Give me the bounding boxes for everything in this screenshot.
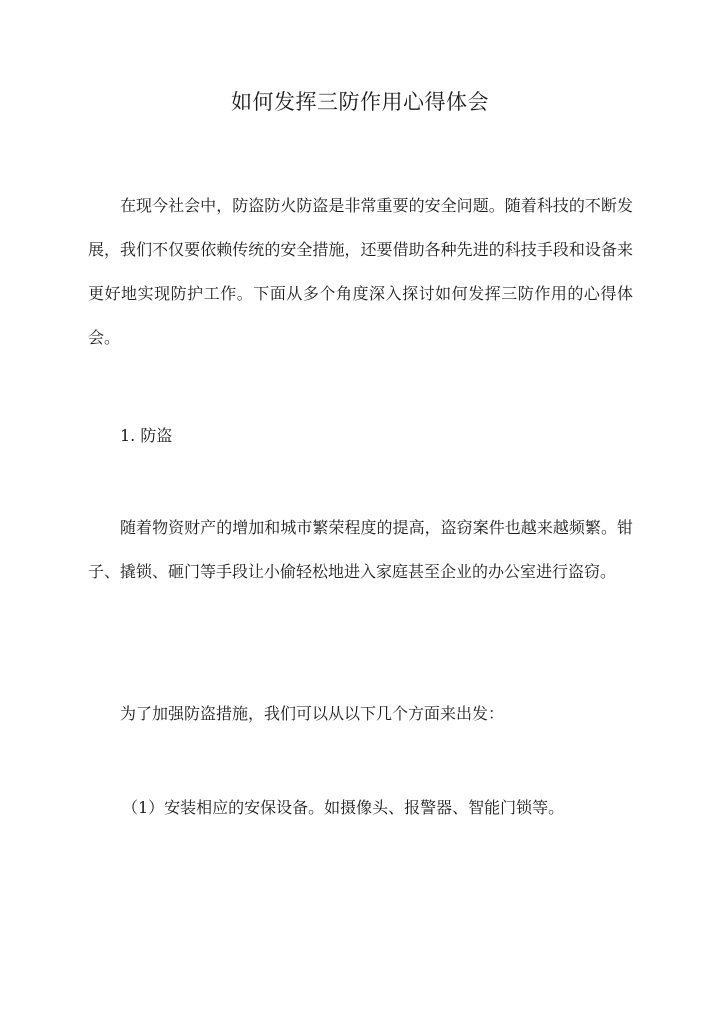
anti-theft-paragraph: 随着物资财产的增加和城市繁荣程度的提高，盗窃案件也越来越频繁。钳子、撬锁、砸门等手段让小偷轻松地进入家庭甚至企业的办公室进行盗窃。 [88, 518, 633, 581]
measures-intro-paragraph: 为了加强防盗措施，我们可以从以下几个方面来出发： [120, 704, 505, 723]
section-heading-anti-theft: 1. 防盗 [120, 426, 173, 445]
intro-paragraph: 在现今社会中，防盗防火防盗是非常重要的安全问题。随着科技的不断发展，我们不仅要依赖传统的安全措施，还要借助各种先进的科技手段和设备来更好地实现防护工作。下面从多个角度深入探讨如何发挥三防作用的心得体会。 [88, 196, 633, 347]
measure-item-1: （1）安装相应的安保设备。如摄像头、报警器、智能门锁等。 [122, 798, 565, 817]
document-title: 如何发挥三防作用心得体会 [231, 90, 489, 114]
